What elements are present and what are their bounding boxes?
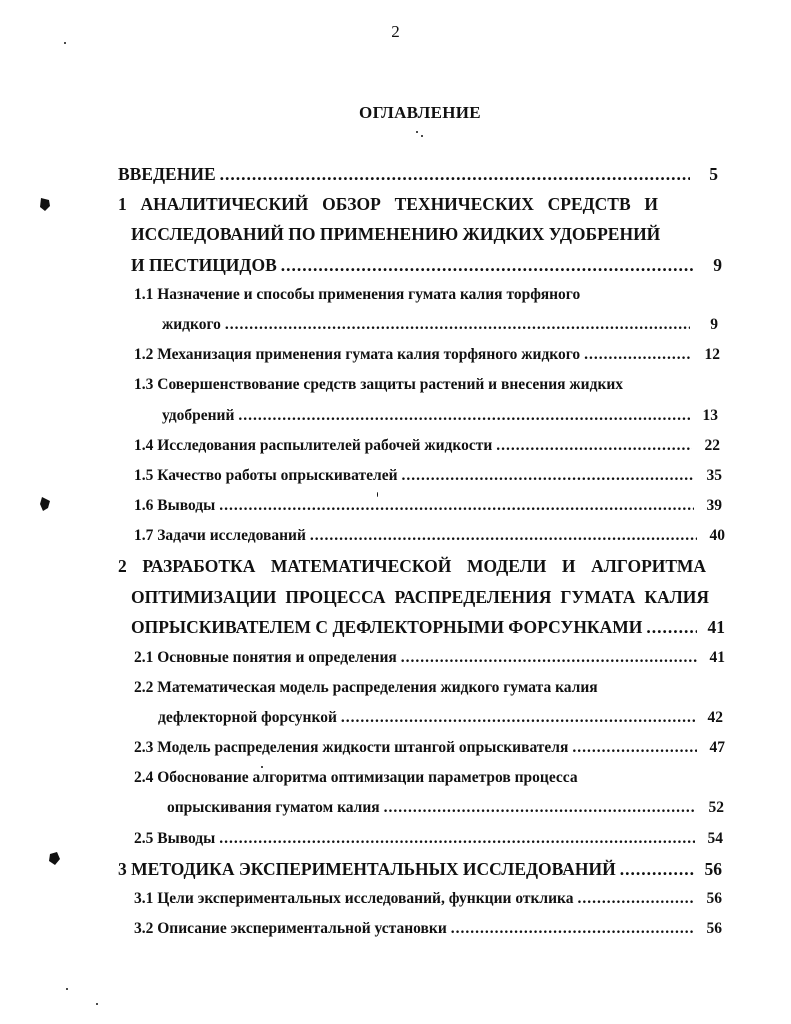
toc-entry-text: И ПЕСТИЦИДОВ — [131, 255, 277, 275]
toc-entry-text: ВВЕДЕНИЕ — [118, 164, 216, 184]
dot-leader — [341, 706, 695, 730]
toc-section-2-2-line-1 — [134, 676, 694, 700]
toc-entry-page: 42 — [707, 709, 723, 726]
toc-entry-page: 56 — [704, 859, 722, 879]
toc-section-2-4-line-1 — [134, 766, 694, 790]
toc-entry-text: 2.3 Модель распределения жидкости штангой опрыскивателя — [134, 739, 569, 756]
toc-chapter-2-line-1 — [118, 554, 706, 578]
toc-entry-text: 1.3 Совершенствование средств защиты растений и внесения жидких — [134, 376, 624, 393]
toc-entry-text: ОПРЫСКИВАТЕЛЕМ С ДЕФЛЕКТОРНЫМИ ФОРСУНКАМИ — [131, 617, 643, 637]
toc-entry-page: 41 — [707, 617, 725, 637]
toc-entry-text: 1.5 Качество работы опрыскивателей — [134, 467, 398, 484]
toc-entry-page: 22 — [704, 437, 720, 454]
toc-entry-text: 2.4 Обоснование алгоритма оптимизации параметров процесса — [134, 769, 578, 786]
toc-entry-text: жидкого — [162, 316, 221, 333]
dot-leader — [620, 857, 694, 881]
dot-leader — [225, 313, 690, 337]
toc-entry-text: 2 РАЗРАБОТКА МАТЕМАТИЧЕСКОЙ МОДЕЛИ И АЛГОРИТМА — [118, 556, 706, 576]
scan-speck — [261, 766, 263, 768]
dot-leader — [496, 434, 692, 458]
toc-entry-text: 1.1 Назначение и способы применения гумата калия торфяного — [134, 286, 581, 303]
toc-entry-text: 1.4 Исследования распылителей рабочей жидкости — [134, 437, 493, 454]
dot-leader — [220, 162, 690, 186]
toc-section-2-4-line-2 — [167, 796, 724, 820]
toc-chapter-1-line-1 — [118, 192, 658, 216]
toc-section-1-2 — [134, 343, 720, 367]
dot-leader — [238, 404, 690, 428]
toc-section-1-6 — [134, 494, 722, 518]
toc-entry-text: 1.2 Механизация применения гумата калия торфяного жидкого — [134, 346, 581, 363]
toc-entry-text: 3.1 Цели экспериментальных исследований, функции отклика — [134, 890, 574, 907]
toc-section-1-1-line-1 — [134, 283, 694, 307]
toc-section-1-1-line-2 — [162, 313, 718, 337]
toc-section-2-1 — [134, 646, 725, 670]
punch-mark-icon — [38, 496, 52, 512]
toc-entry-page: 54 — [707, 830, 723, 847]
toc-section-1-5 — [134, 464, 722, 488]
page-number: 2 — [391, 22, 400, 41]
dot-leader — [646, 615, 697, 639]
toc-entry-text: 2.5 Выводы — [134, 830, 216, 847]
toc-entry-text: 2.1 Основные понятия и определения — [134, 649, 397, 666]
toc-entry-page: 40 — [709, 527, 725, 544]
toc-chapter-3 — [118, 857, 722, 881]
toc-entry-page: 39 — [706, 497, 722, 514]
toc-entry-text: удобрений — [162, 407, 235, 424]
toc-entry-text: 1.7 Задачи исследований — [134, 527, 306, 544]
toc-section-1-4 — [134, 434, 720, 458]
dot-leader — [401, 646, 697, 670]
toc-entry-text: 1 АНАЛИТИЧЕСКИЙ ОБЗОР ТЕХНИЧЕСКИХ СРЕДСТВ И — [118, 194, 658, 214]
toc-section-2-5 — [134, 827, 723, 851]
toc-section-3-1 — [134, 887, 722, 911]
scan-speck — [377, 492, 378, 497]
scan-speck — [421, 135, 423, 137]
dot-leader — [281, 253, 694, 277]
toc-entry-text: дефлекторной форсункой — [158, 709, 337, 726]
toc-entry-page: 5 — [709, 164, 718, 184]
dot-leader — [310, 524, 697, 548]
toc-entry-text: 1.6 Выводы — [134, 497, 216, 514]
punch-mark-icon — [47, 851, 61, 867]
toc-chapter-1-line-3 — [131, 253, 722, 277]
dot-leader — [384, 796, 696, 820]
toc-section-1-7 — [134, 524, 725, 548]
dot-leader — [584, 343, 692, 367]
toc-section-1-3-line-2 — [162, 404, 718, 428]
dot-leader — [572, 736, 697, 760]
scan-speck — [96, 1003, 98, 1005]
toc-entry-page: 47 — [709, 739, 725, 756]
toc-section-2-3 — [134, 736, 725, 760]
toc-entry-introduction — [118, 162, 718, 186]
toc-entry-page: 13 — [702, 407, 718, 424]
scan-speck — [66, 988, 68, 990]
dot-leader — [402, 464, 694, 488]
punch-mark-icon — [38, 196, 52, 212]
dot-leader — [451, 917, 694, 941]
toc-section-3-2 — [134, 917, 722, 941]
toc-entry-text: ИССЛЕДОВАНИЙ ПО ПРИМЕНЕНИЮ ЖИДКИХ УДОБРЕНИЙ — [131, 224, 661, 244]
toc-entry-text: опрыскивания гуматом калия — [167, 799, 380, 816]
scan-speck — [64, 42, 66, 44]
toc-entry-page: 41 — [709, 649, 725, 666]
toc-chapter-2-line-2 — [131, 585, 709, 609]
toc-entry-page: 56 — [706, 920, 722, 937]
toc-section-2-2-line-2 — [158, 706, 723, 730]
dot-leader — [219, 494, 694, 518]
dot-leader — [578, 887, 695, 911]
toc-entry-page: 12 — [704, 346, 720, 363]
toc-entry-text: 3.2 Описание экспериментальной установки — [134, 920, 447, 937]
toc-entry-text: ОПТИМИЗАЦИИ ПРОЦЕССА РАСПРЕДЕЛЕНИЯ ГУМАТА КАЛИЯ — [131, 587, 709, 607]
toc-entry-text: 2.2 Математическая модель распределения жидкого гумата калия — [134, 679, 598, 696]
toc-section-1-3-line-1 — [134, 373, 704, 397]
toc-title: ОГЛАВЛЕНИЕ — [359, 103, 481, 122]
toc-entry-page: 52 — [708, 799, 724, 816]
dot-leader — [219, 827, 695, 851]
toc-entry-text: 3 МЕТОДИКА ЭКСПЕРИМЕНТАЛЬНЫХ ИССЛЕДОВАНИЙ — [118, 859, 616, 879]
toc-entry-page: 9 — [713, 255, 722, 275]
toc-entry-page: 35 — [706, 467, 722, 484]
toc-entry-page: 56 — [706, 890, 722, 907]
scan-speck — [416, 131, 418, 133]
toc-chapter-1-line-2 — [131, 222, 691, 246]
toc-chapter-2-line-3 — [131, 615, 725, 639]
toc-entry-page: 9 — [710, 316, 718, 333]
